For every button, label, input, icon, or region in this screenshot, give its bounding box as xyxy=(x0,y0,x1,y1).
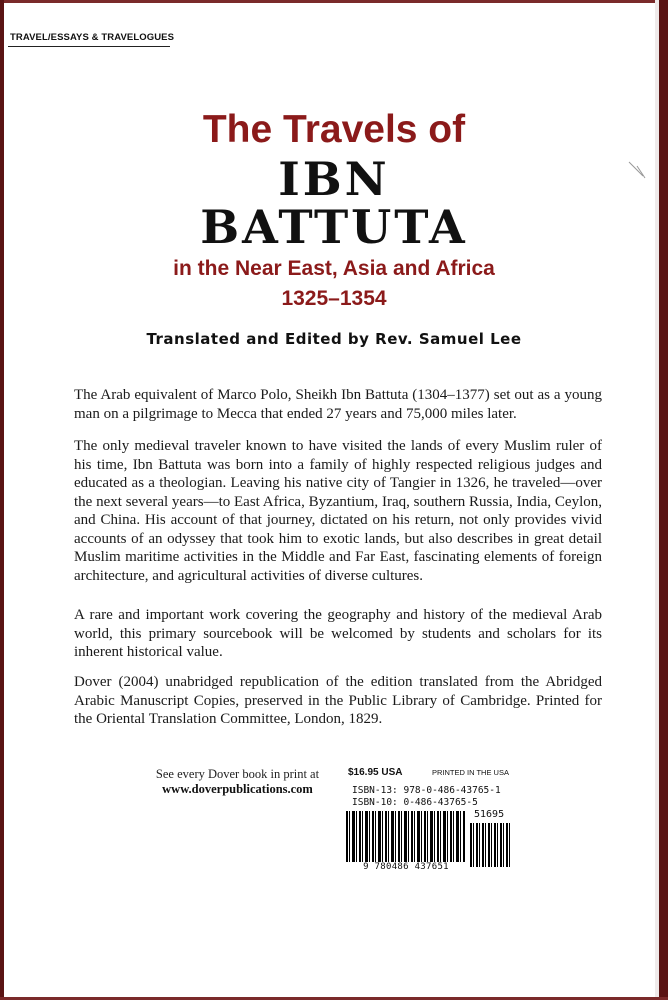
category-label: TRAVEL/ESSAYS & TRAVELOGUES xyxy=(10,32,175,43)
years: 1325–1354 xyxy=(281,287,387,310)
publication-note: Dover (2004) unabridged republication of the edition translated from the Abridged Arabic Manuscript Copies, preserved in the Public Library of Cambridge. Printed for the Oriental Translation Committee, London, 1829. xyxy=(74,674,602,727)
translator-credit: Translated and Edited by Rev. Samuel Lee xyxy=(146,330,522,348)
see-every-text: See every Dover book in print at xyxy=(155,767,320,781)
price-barcode-icon xyxy=(470,823,510,867)
website-link[interactable]: www.doverpublications.com xyxy=(162,782,313,796)
price-code: 51695 xyxy=(474,809,505,820)
subtitle: in the Near East, Asia and Africa xyxy=(173,257,495,280)
isbn-10: ISBN-10: 0-486-43765-5 xyxy=(352,797,478,808)
description-paragraph-2: The only medieval traveler known to have visited the lands of every Muslim ruler of his time, Ibn Battuta was born into a family of highly respected religious judges and educated as a theologian. Leaving his native city of Tangier in 1326, he traveled—over the next several years—to East Africa, Byzantium, Iraq, southern Russia, India, Ceylon, and China. His account of that journey, dictated on his return, not only provides vivid accounts of an odyssey that took him to exotic lands, but also describes in great detail Muslim maritime activities in the Middle and Far East, fascinating elements of foreign architecture, and agricultural activities of diverse cultures. xyxy=(74,438,602,584)
frame-top-edge xyxy=(0,0,668,3)
printed-in-label: PRINTED IN THE USA xyxy=(432,768,509,777)
barcode-digits: 9 780486 437651 xyxy=(363,862,449,872)
title-name-line-2: BATTUTA xyxy=(200,200,468,254)
price: $16.95 USA xyxy=(348,767,403,778)
description-paragraph-3: A rare and important work covering the geography and history of the medieval Arab world, this primary sourcebook will be welcomed by students and scholars for its inherent historical value. xyxy=(74,607,602,660)
isbn-13: ISBN-13: 978-0-486-43765-1 xyxy=(352,785,501,796)
description-paragraph-1: The Arab equivalent of Marco Polo, Sheikh Ibn Battuta (1304–1377) set out as a young man on a pilgrimage to Mecca that ended 27 years and 75,000 miles later. xyxy=(74,387,602,422)
category-underline xyxy=(8,46,170,47)
title-prefix: The Travels of xyxy=(202,108,466,151)
title-name-line-1: IBN xyxy=(278,152,390,206)
